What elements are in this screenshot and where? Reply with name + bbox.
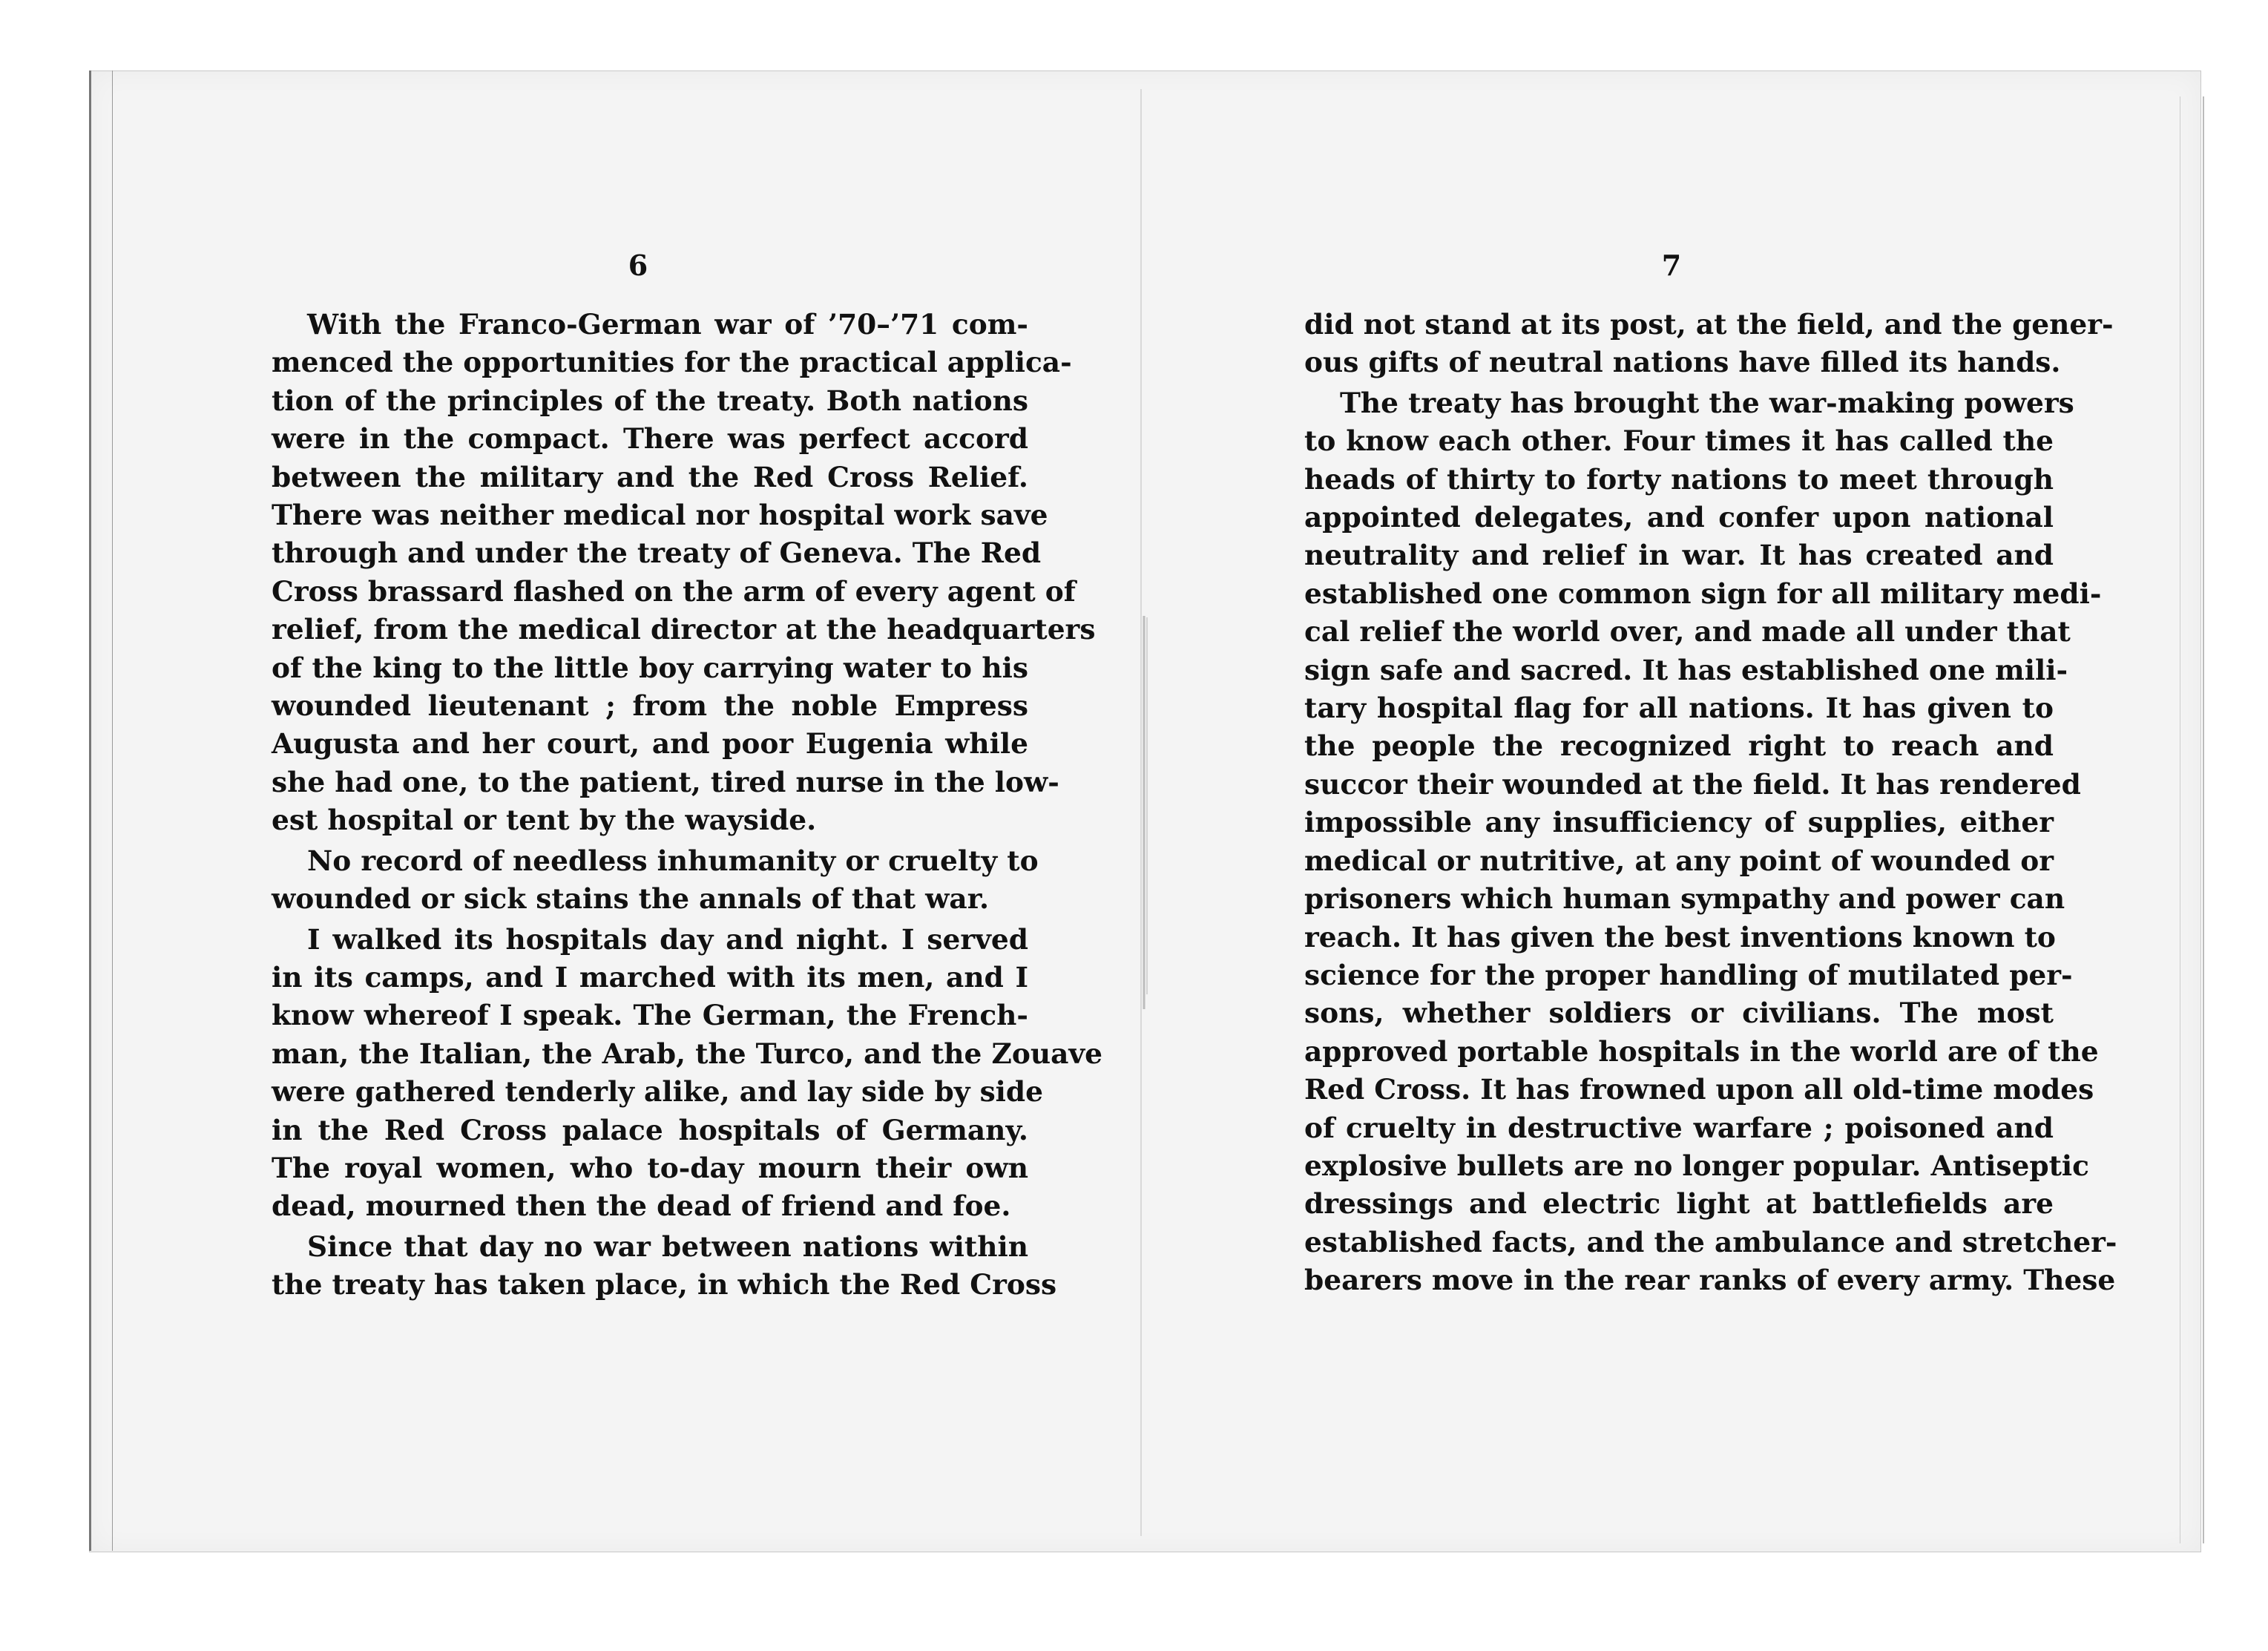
left-page-text	[272, 306, 1103, 1304]
text-line: sons, whether soldiers or civilians. The most	[1304, 997, 2054, 1030]
text-line: established facts, and the ambulance and stretcher-	[1304, 1225, 2117, 1258]
text-line: relief, from the medical director at the headquarters	[272, 613, 1096, 646]
text-line: medical or nutritive, at any point of wounded or	[1304, 844, 2054, 877]
text-line: impossible any insufficiency of supplies, either	[1304, 806, 2054, 839]
text-line: in its camps, and I marched with its men, and I	[272, 960, 1028, 994]
left-page-number: 6	[628, 249, 648, 282]
text-line: No record of needless inhumanity or cruelty to	[307, 844, 1039, 877]
text-line: the treaty has taken place, in which the Red Cross	[272, 1268, 1057, 1302]
text-line: the people the recognized right to reach and	[1304, 729, 2054, 763]
text-line: Cross brassard flashed on the arm of every agent of	[272, 574, 1076, 608]
text-line: tary hospital flag for all nations. It has given to	[1304, 692, 2054, 725]
right-page-number: 7	[1661, 249, 1682, 282]
text-line: through and under the treaty of Geneva. The Red	[272, 536, 1042, 570]
text-line: explosive bullets are no longer popular. Antiseptic	[1304, 1149, 2090, 1182]
text-line: know whereof I speak. The German, the French-	[272, 999, 1028, 1032]
right-page-edge	[2180, 96, 2204, 1543]
text-line: to know each other. Four times it has called the	[1304, 424, 2054, 458]
text-line: she had one, to the patient, tired nurse in the low-	[272, 765, 1059, 798]
text-line: approved portable hospitals in the world are of the	[1304, 1034, 2099, 1068]
text-line: between the military and the Red Cross Relief.	[272, 460, 1028, 493]
text-line: Augusta and her court, and poor Eugenia while	[272, 727, 1028, 761]
text-line: The royal women, who to-day mourn their own	[272, 1151, 1028, 1184]
text-line: in the Red Cross palace hospitals of Germany.	[272, 1113, 1028, 1146]
text-line: reach. It has given the best inventions known to	[1304, 920, 2056, 953]
text-line: of cruelty in destructive warfare ; poisoned and	[1304, 1111, 2054, 1144]
text-line: There was neither medical nor hospital work save	[272, 499, 1048, 532]
binding-thread	[1141, 608, 1150, 1024]
text-line: Red Cross. It has frowned upon all old-time modes	[1304, 1073, 2094, 1106]
right-page-text	[1304, 306, 2117, 1300]
text-line: heads of thirty to forty nations to meet through	[1304, 462, 2054, 496]
text-line: were in the compact. There was perfect accord	[272, 422, 1028, 456]
text-line: With the Franco-German war of ’70–’71 com-	[307, 308, 1028, 341]
text-line: tion of the principles of the treaty. Both nations	[272, 384, 1028, 417]
text-line: were gathered tenderly alike, and lay side by side	[272, 1075, 1044, 1109]
text-line: of the king to the little boy carrying water to his	[272, 651, 1028, 684]
text-line: sign safe and sacred. It has established one mili-	[1304, 653, 2068, 686]
text-line: wounded or sick stains the annals of that war.	[272, 882, 990, 916]
text-line: established one common sign for all military medi-	[1304, 577, 2102, 610]
text-line: est hospital or tent by the wayside.	[272, 804, 817, 837]
left-page-edge	[89, 70, 113, 1551]
text-line: succor their wounded at the field. It has rendered	[1304, 767, 2081, 801]
text-line: I walked its hospitals day and night. I served	[307, 922, 1028, 956]
text-line: prisoners which human sympathy and power can	[1304, 882, 2065, 916]
text-line: ous gifts of neutral nations have filled its hands.	[1304, 346, 2061, 379]
text-line: appointed delegates, and confer upon national	[1304, 501, 2054, 534]
text-line: wounded lieutenant ; from the noble Empress	[272, 689, 1028, 723]
text-line: The treaty has brought the war-making powers	[1340, 386, 2074, 419]
text-line: science for the proper handling of mutilated per-	[1304, 958, 2073, 991]
text-line: dead, mourned then the dead of friend and foe.	[272, 1189, 1011, 1223]
text-line: man, the Italian, the Arab, the Turco, and the Zouave	[272, 1037, 1103, 1070]
text-line: neutrality and relief in war. It has created and	[1304, 539, 2054, 572]
text-line: menced the opportunities for the practical applica-	[272, 346, 1072, 379]
text-line: did not stand at its post, at the field, and the gener-	[1304, 308, 2114, 341]
text-line: bearers move in the rear ranks of every army. These	[1304, 1264, 2116, 1297]
text-line: dressings and electric light at battlefields are	[1304, 1187, 2054, 1221]
text-line: Since that day no war between nations within	[307, 1230, 1028, 1263]
text-line: cal relief the world over, and made all under that	[1304, 615, 2071, 649]
